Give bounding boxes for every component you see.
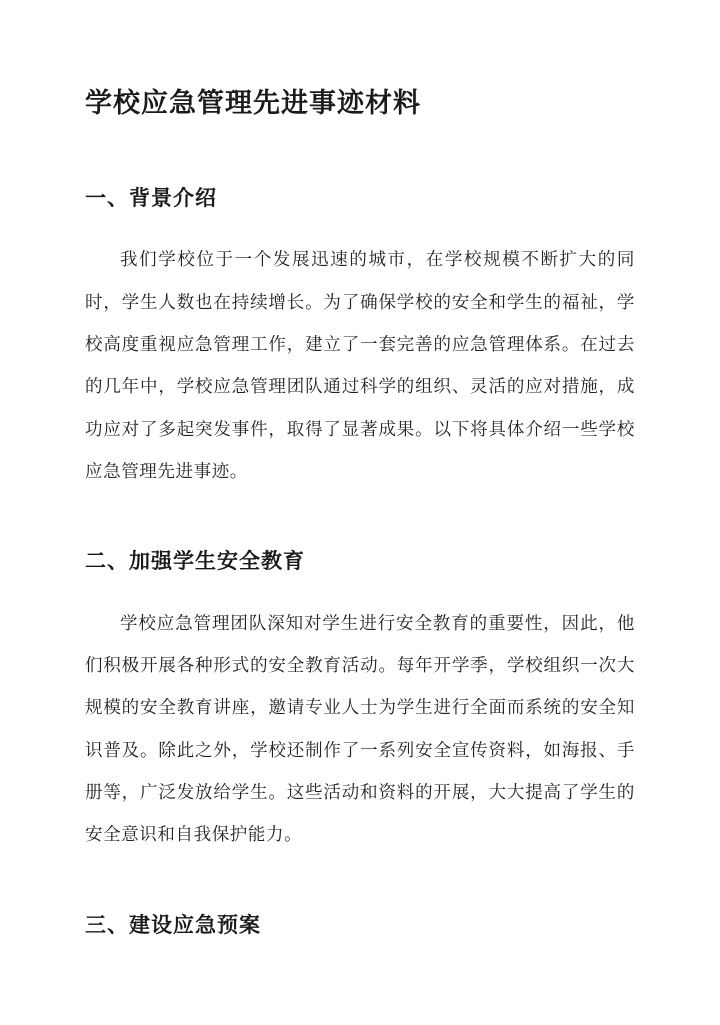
section-background — [85, 185, 635, 492]
section-paragraph: 学校应急管理团队深知对学生进行安全教育的重要性，因此，他们积极开展各种形式的安全教育活动。每年开学季，学校组织一次大规模的安全教育讲座，邀请专业人士为学生进行全面而系统的安全知识普及。除此之外，学校还制作了一系列安全宣传资料，如海报、手册等，广泛发放给学生。这些活动和资料的开展，大大提高了学生的安全意识和自我保护能力。 — [85, 612, 635, 845]
section-heading-emergency-plan: 三、建设应急预案 — [85, 912, 261, 937]
section-emergency-plan — [85, 912, 635, 939]
section-paragraph: 我们学校位于一个发展迅速的城市，在学校规模不断扩大的同时，学生人数也在持续增长。为了确保学校的安全和学生的福祉，学校高度重视应急管理工作，建立了一套完善的应急管理体系。在过去的几年中，学校应急管理团队通过科学的组织、灵活的应对措施，成功应对了多起突发事件，取得了显著成果。以下将具体介绍一些学校应急管理先进事迹。 — [85, 249, 635, 482]
section-heading-background: 一、背景介绍 — [85, 186, 217, 211]
document-title: 学校应急管理先进事迹材料 — [85, 88, 421, 118]
section-safety-education — [85, 548, 635, 855]
section-heading-safety-education: 二、加强学生安全教育 — [85, 549, 305, 574]
